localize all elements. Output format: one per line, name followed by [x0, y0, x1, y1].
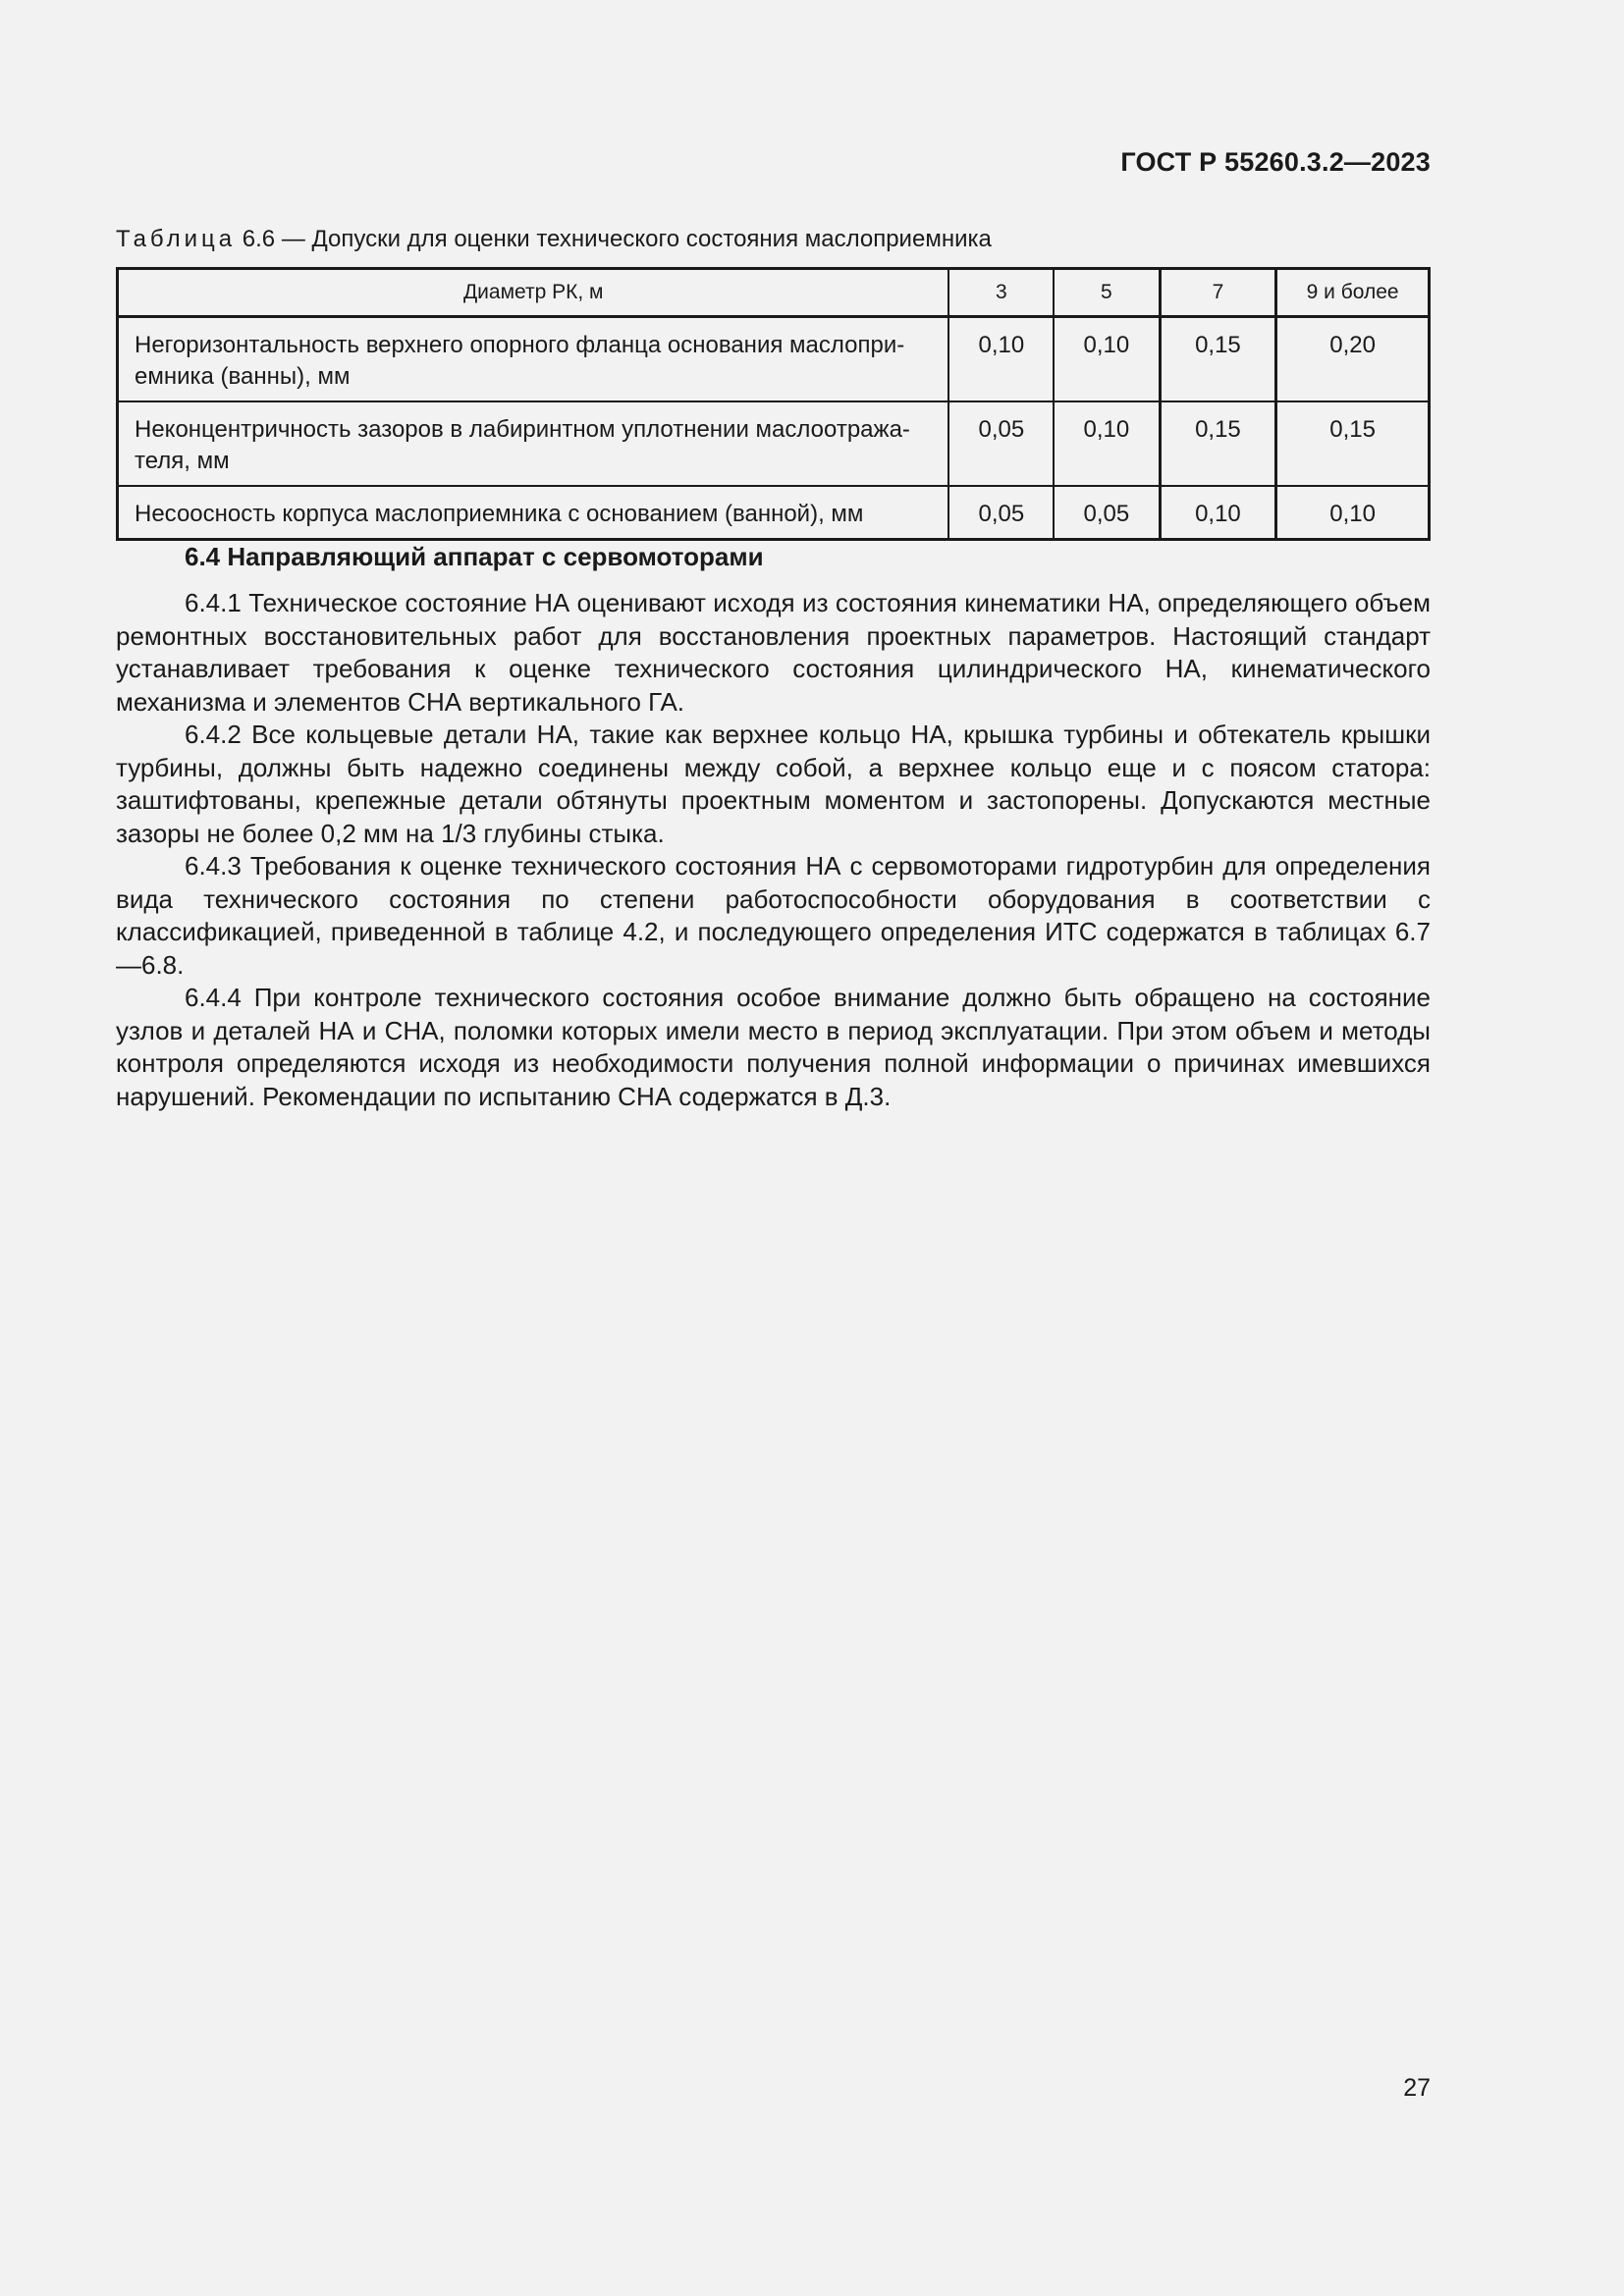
row-value: 0,10 — [1054, 401, 1160, 486]
table-caption — [116, 226, 992, 253]
row-value: 0,10 — [1160, 486, 1276, 540]
paragraph-6-4-4: 6.4.4 При контроле технического состояния особое внимание должно быть обращено на состояние узлов и деталей НА и СНА, поломки которых имели место в период эксплуатации. При этом объем и методы контроля определяются исходя из необходимости получения полной информации о причинах имевшихся нарушений. Рекомендации по испытанию СНА содержатся в Д.3. — [116, 983, 1431, 1111]
row-value: 0,10 — [1276, 486, 1430, 540]
paragraph-6-4-3: 6.4.3 Требования к оценке технического состояния НА с сервомоторами гидротурбин для определения вида технического состояния по степени работоспособности оборудования в соответствии с классификацией, приведенной в таблице 4.2, и последующего определения ИТС содержатся в таблицах 6.7—6.8. — [116, 851, 1431, 980]
row-value: 0,10 — [1054, 317, 1160, 402]
header-col-9: 9 и более — [1276, 269, 1430, 317]
row-value: 0,05 — [1054, 486, 1160, 540]
paragraph-6-4-1: 6.4.1 Техническое состояние НА оценивают исходя из состояния кинематики НА, определяющего объем ремонтных восстановительных работ для восстановления проектных параметров. Настоящий стандарт устанавливает требования к оценке технического состояния цилиндрического НА, кинематического механизма и элементов СНА вертикального ГА. — [116, 588, 1431, 717]
row-param: Негоризонтальность верхнего опорного фланца основания маслопри-емника (ванны), мм — [118, 317, 949, 402]
row-param: Несоосность корпуса маслоприемника с основанием (ванной), мм — [118, 486, 949, 540]
document-code-header: ГОСТ Р 55260.3.2—2023 — [1120, 147, 1431, 177]
row-param: Неконцентричность зазоров в лабиринтном уплотнении маслоотража-теля, мм — [118, 401, 949, 486]
row-value: 0,15 — [1276, 401, 1430, 486]
row-value: 0,05 — [948, 486, 1054, 540]
header-col-3: 3 — [948, 269, 1054, 317]
section-heading: 6.4 Направляющий аппарат с сервомоторами — [185, 542, 764, 571]
row-value: 0,05 — [948, 401, 1054, 486]
tolerance-table — [116, 267, 1431, 541]
header-diameter: Диаметр РК, м — [118, 269, 949, 317]
section-body — [116, 587, 1431, 1113]
header-col-7: 7 — [1160, 269, 1276, 317]
table-caption-word: Таблица — [116, 226, 237, 252]
row-value: 0,15 — [1160, 317, 1276, 402]
row-value: 0,15 — [1160, 401, 1276, 486]
table-row — [118, 486, 1430, 540]
header-col-5: 5 — [1054, 269, 1160, 317]
paragraph-6-4-2: 6.4.2 Все кольцевые детали НА, такие как верхнее кольцо НА, крышка турбины и обтекатель крышки турбины, должны быть надежно соединены между собой, а верхнее кольцо еще и с поясом статора: заштифтованы, крепежные детали обтянуты проектным моментом и застопорены. Допускаются местные зазоры не более 0,2 мм на 1/3 глубины стыка. — [116, 720, 1431, 848]
table-row — [118, 317, 1430, 402]
table-header-row — [118, 269, 1430, 317]
row-value: 0,10 — [948, 317, 1054, 402]
page-number: 27 — [1403, 2074, 1431, 2102]
table-caption-title: 6.6 — Допуски для оценки технического состояния маслоприемника — [242, 226, 992, 252]
row-value: 0,20 — [1276, 317, 1430, 402]
table-row — [118, 401, 1430, 486]
